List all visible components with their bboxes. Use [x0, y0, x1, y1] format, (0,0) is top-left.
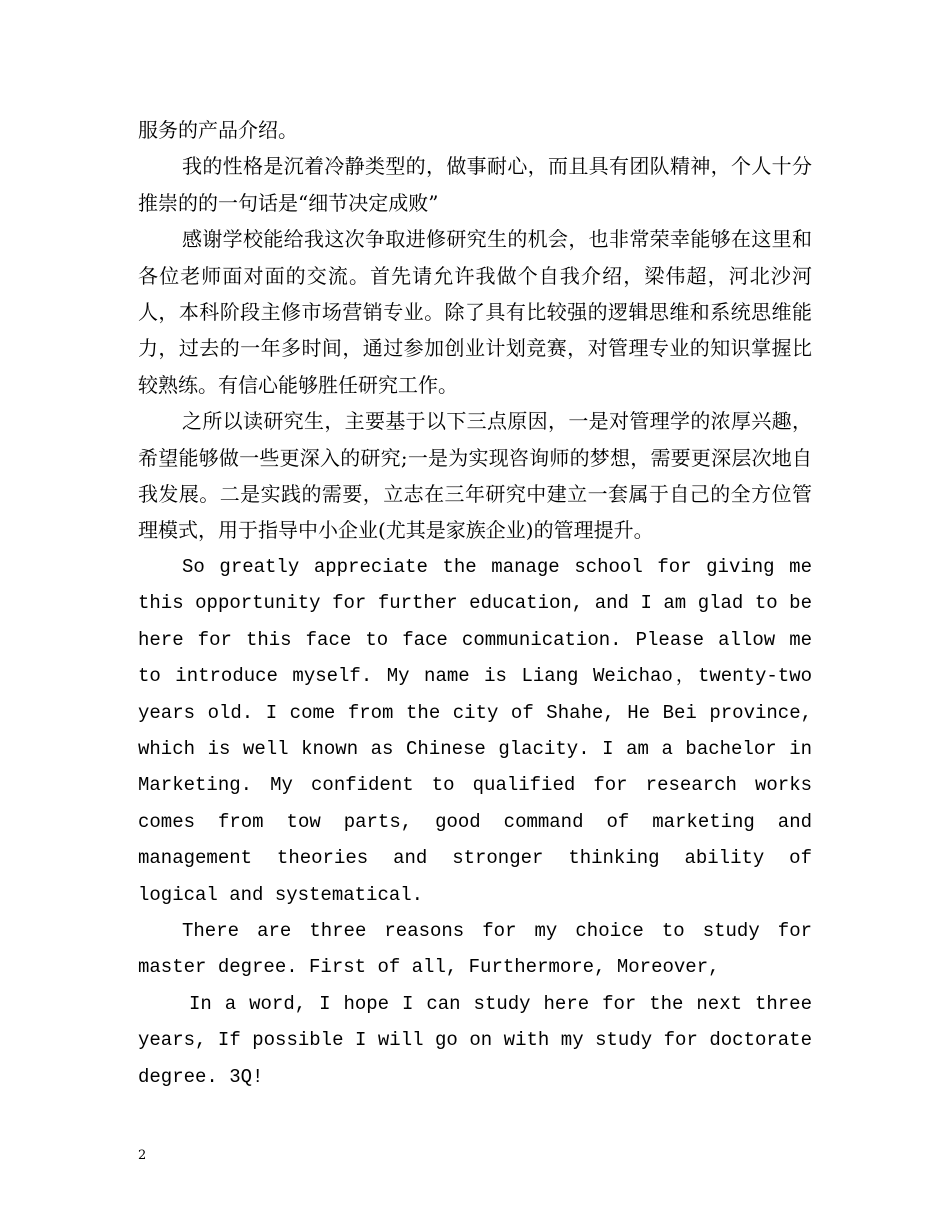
paragraph-product-intro: 服务的产品介绍。 [138, 118, 298, 142]
paragraph-english-conclusion: In a word, I hope I can study here for the next three years, If possible I will go on with my study for doctorate degree. 3Q! [138, 992, 812, 1088]
paragraph-personality: 我的性格是沉着冷静类型的，做事耐心，而且具有团队精神，个人十分推崇的的一句话是“细节决定成败” [138, 154, 812, 215]
paragraph-self-introduction: 感谢学校能给我这次争取进修研究生的机会，也非常荣幸能够在这里和各位老师面对面的交流。首先请允许我做个自我介绍，梁伟超，河北沙河人，本科阶段主修市场营销专业。除了具有比较强的逻辑思维和系统思维能力，过去的一年多时间，通过参加创业计划竞赛，对管理专业的知识掌握比较熟练。有信心能够胜任研究工作。 [138, 227, 812, 397]
page-number: 2 [138, 1148, 147, 1163]
paragraph-english-reasons: There are three reasons for my choice to study for master degree. First of all, Furthermore, Moreover, [138, 919, 812, 979]
document-body [138, 112, 812, 1095]
paragraph-reasons: 之所以读研究生，主要基于以下三点原因，一是对管理学的浓厚兴趣，希望能够做一些更深入的研究;一是为实现咨询师的梦想，需要更深层次地自我发展。二是实践的需要，立志在三年研究中建立一套属于自己的全方位管理模式，用于指导中小企业(尤其是家族企业)的管理提升。 [138, 409, 812, 543]
paragraph-english-introduction: So greatly appreciate the manage school for giving me this opportunity for further education, and I am glad to be here for this face to face communication. Please allow me to introduce myself. My name is Liang Weichao，twenty-two years old. I come from the city of Shahe, He Bei province, which is well known as Chinese glacity. I am a bachelor in Marketing. My confident to qualified for research works comes from tow parts, good command of marketing and management theories and stronger thinking ability of logical and systematical. [138, 555, 812, 906]
